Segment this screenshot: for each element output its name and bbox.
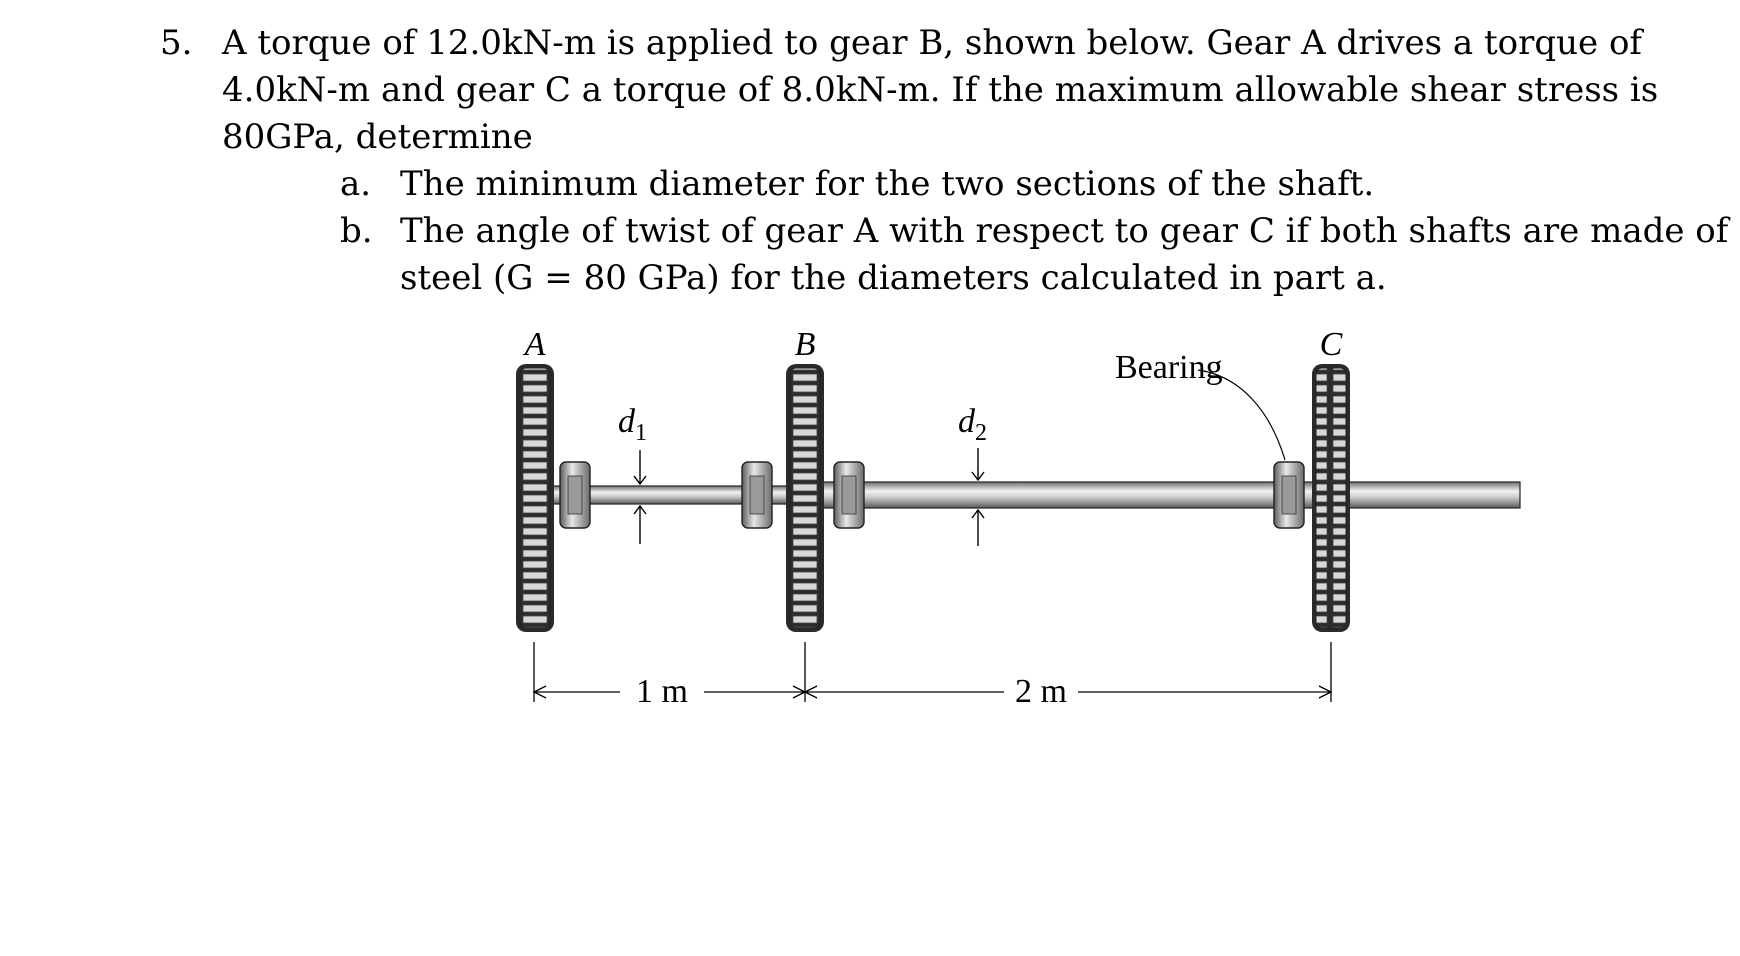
length-1m-label: 1 m (636, 673, 688, 710)
d2-main: d (958, 403, 975, 440)
bearing-b-right (834, 462, 864, 528)
problem-stem: A torque of 12.0kN-m is applied to gear B, shown below. Gear A drives a torque of 4.0kN-m and gear C a torque of 8.0kN-m. If the maximum allowable shear stress is 80GPa, determine (222, 23, 1659, 157)
gear-b-label: B (794, 326, 816, 363)
gear-a (516, 364, 554, 632)
d1-subscript: 1 (635, 420, 647, 446)
d2-label (958, 403, 987, 446)
bearing-label: Bearing (1115, 349, 1223, 386)
shaft-section-2 (820, 482, 1520, 508)
bearing-c (1274, 462, 1304, 528)
shaft-diagram (520, 326, 1550, 790)
problem-number: 5. (160, 23, 193, 63)
d1-label (618, 403, 647, 446)
part-b-text: The angle of twist of gear A with respect to gear C if both shafts are made of steel (G = 80 GPa) for the diameters calculated in part a. (400, 211, 1729, 298)
d1-main: d (618, 403, 635, 440)
length-2m-label: 2 m (1015, 673, 1067, 710)
d2-subscript: 2 (975, 420, 987, 446)
part-b-label: b. (340, 211, 373, 251)
part-a-label: a. (340, 164, 372, 204)
gear-a-label: A (524, 326, 546, 363)
gear-b (786, 364, 824, 632)
part-a-text: The minimum diameter for the two sections of the shaft. (400, 164, 1375, 204)
bearing-b-left (742, 462, 772, 528)
shaft-gear-figure (520, 326, 1550, 790)
gear-c-label: C (1319, 326, 1343, 363)
gear-c (1312, 364, 1350, 632)
bearing-a (560, 462, 590, 528)
